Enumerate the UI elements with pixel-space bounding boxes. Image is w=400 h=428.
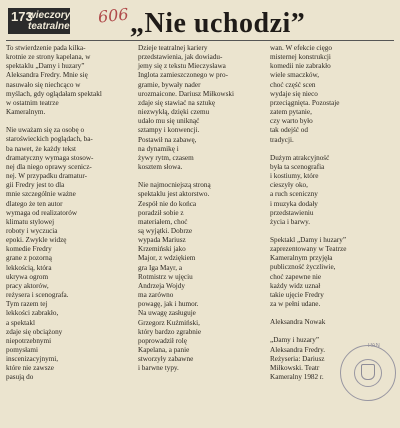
text-line: To stwierdzenie pada kilka-	[6, 44, 86, 52]
text-line	[138, 172, 264, 181]
text-line: lekkości zabrakło,	[6, 309, 59, 318]
text-line: niezwykłą, dzięki czemu	[138, 108, 210, 117]
text-line: dramatyczny wymaga stosow-	[6, 153, 94, 162]
text-column-3	[270, 44, 396, 382]
text-line: kosztem słowa.	[138, 163, 183, 172]
logo-line-2: teatralne	[28, 21, 70, 32]
text-column-2	[138, 44, 264, 373]
text-line: Kameralny 1982 r.	[270, 373, 324, 381]
text-line: epoki. Zwykle widzę	[6, 236, 67, 245]
text-line: mnie szczególnie ważne	[6, 190, 76, 199]
text-line: urozmaicone. Dariusz Miłkowski	[138, 89, 235, 98]
text-line: które nie zawsze	[6, 364, 54, 373]
text-line: gra Iga Mayr, a	[138, 263, 183, 272]
text-line: nej dla niego oprawy scenicz-	[6, 162, 92, 171]
text-line: spektaklu jest aktorstwo.	[138, 190, 210, 199]
text-line: udało mu się uniknąć	[138, 117, 200, 126]
header-divider	[6, 40, 394, 41]
text-line: w ostatnim teatrze	[6, 98, 59, 107]
text-line: i muzyka dodały	[270, 199, 318, 208]
text-line: gii Fredry jest to dla	[6, 181, 65, 190]
text-line: gramie, bywały nader	[138, 80, 201, 89]
text-line: Na uwagę zasługuje	[138, 309, 196, 318]
text-line: który bardzo zgrabnie	[138, 327, 202, 336]
text-line: czy warto było	[270, 117, 313, 126]
text-line: była ta scenografia	[270, 162, 325, 171]
text-column-1	[6, 44, 132, 383]
text-line	[6, 117, 132, 126]
text-line: wymaga od realizatorów	[6, 208, 78, 217]
text-line: staroświeckich poglądach, ba-	[6, 135, 93, 144]
section-logo	[8, 8, 70, 34]
text-line: Postawił na zabawę,	[138, 135, 197, 144]
library-stamp	[340, 345, 396, 401]
text-line: ma zarówno	[138, 291, 174, 300]
text-line	[270, 309, 396, 318]
text-line: zdaje się stawiać na sztukę	[138, 98, 216, 107]
text-line: za w pełni udane.	[270, 300, 321, 309]
text-line: żywy rytm, czasem	[138, 153, 194, 162]
logo-line-1: wieczory	[28, 10, 71, 21]
text-line: roboty i wyczucia	[6, 226, 58, 235]
text-line: Spektakl „Damy i huzary”	[270, 235, 347, 244]
text-line: a ruch sceniczny	[270, 190, 318, 199]
text-line: przeciągnięta. Pozostaje	[270, 98, 340, 107]
text-line: Tym razem tej	[6, 300, 48, 309]
text-line: „Damy i huzary”	[270, 336, 320, 345]
text-line: publiczność życzliwie,	[270, 263, 336, 272]
text-line: ukrywa ogrom	[6, 272, 49, 281]
text-line: Rotmistrz w ujęciu	[138, 272, 193, 281]
text-line: wypada Mariusz	[138, 236, 186, 245]
text-line: myślach, gdy oglądałam spektakl	[6, 89, 102, 98]
text-line: życia i barwy.	[270, 217, 311, 226]
text-line: poradził sobie z	[138, 208, 184, 217]
text-line: stworzyły zabawne	[138, 355, 194, 364]
text-line: przedstawieniu	[270, 208, 314, 217]
text-line	[270, 227, 396, 236]
text-line: Aleksandra Nowak	[270, 318, 326, 327]
text-line: Inglota zamieszczonego w pro-	[138, 71, 229, 80]
text-line: Major, z wdziękiem	[138, 254, 196, 263]
logo-number: 173	[11, 9, 33, 24]
text-line: spektaklu „Damy i huzary”	[6, 62, 85, 71]
text-line: przedstawienia, jak dowiadu-	[138, 53, 223, 62]
text-line: wan. W efekcie cięgo	[270, 44, 332, 52]
article-header	[6, 6, 396, 40]
text-line	[270, 145, 396, 154]
text-line: jemy się z tekstu Mieczysława	[138, 62, 226, 71]
text-line: klimatu stylowej	[6, 217, 55, 226]
text-line: pasują do	[6, 373, 34, 382]
text-line: choć zapewne nie	[270, 272, 322, 281]
text-line: komedie Fredry	[6, 245, 52, 254]
text-line: takie ujęcie Fredry	[270, 290, 324, 299]
text-line: reżysera i scenografa.	[6, 291, 69, 300]
text-line: komedii nie zabrakło	[270, 62, 331, 71]
article-title: „Nie uchodzi”	[130, 8, 306, 39]
text-line: Andrzeja Wojdy	[138, 281, 185, 290]
text-line: Krzemiński jako	[138, 245, 186, 254]
text-line: na dynamikę i	[138, 144, 179, 153]
text-line: każdy widz uznał	[270, 281, 321, 290]
text-line: zaprezentowany w Teatrze	[270, 245, 347, 254]
text-line: choć część scen	[270, 80, 316, 89]
text-line: Kapelana, a panie	[138, 346, 190, 354]
handwritten-number: 606	[97, 4, 130, 27]
text-line: wiele smaczków,	[270, 71, 320, 80]
stamp-text: PAN	[368, 343, 380, 349]
text-line: nasuwało się niechcąco w	[6, 80, 81, 89]
text-line: Kameralnym.	[6, 108, 46, 117]
text-line: są wyjątki. Dobrze	[138, 226, 193, 235]
text-line: Grzegorz Kuźmiński,	[138, 318, 200, 327]
text-line: zatem pytanie,	[270, 108, 312, 117]
text-line: pomysłami	[6, 346, 38, 354]
text-line: poprowadził rolę	[138, 336, 187, 345]
text-line: inscenizacyjnymi,	[6, 355, 59, 364]
text-line: Reżyseria: Dariusz	[270, 354, 325, 363]
text-line: Aleksandra Fredry.	[270, 345, 326, 354]
text-line: Aleksandra Fredry. Mnie się	[6, 71, 88, 80]
text-line: a spektakl	[6, 318, 35, 327]
text-line: misternej konstrukcji	[270, 53, 331, 62]
text-line: wydaje się nieco	[270, 89, 318, 98]
shield-icon	[361, 364, 375, 380]
text-line: lekkością, która	[6, 263, 52, 272]
text-line: Dzieje teatralnej kariery	[138, 44, 208, 52]
text-line: Nie najmocniejszą stroną	[138, 181, 211, 190]
text-line: Zespół nie do końca	[138, 199, 197, 208]
text-line: Miłkowski. Teatr	[270, 363, 320, 372]
text-line: krotnie ze strony kapelana, w	[6, 53, 91, 62]
text-line: Nie uważam się za osobę o	[6, 126, 85, 135]
text-line	[270, 327, 396, 336]
text-line: ba nawet, że każdy tekst	[6, 144, 77, 153]
text-line: Dużym atrakcyjność	[270, 153, 330, 162]
text-line: sztampy i konwencji.	[138, 126, 200, 135]
text-line: materiałem, choć	[138, 217, 188, 226]
text-line: nej. W przypadku dramatur-	[6, 172, 88, 181]
text-line: tradycji.	[270, 135, 294, 144]
text-line: Kameralnym przyjęła	[270, 254, 333, 263]
text-line: pracy aktorów,	[6, 281, 49, 290]
text-line: tak odejść od	[270, 126, 308, 135]
text-line: powagę, jak i humor.	[138, 300, 199, 309]
text-line: i barwne typy.	[138, 364, 179, 373]
text-line: cieszyły oko,	[270, 181, 308, 190]
text-line: niepotrzebnymi	[6, 336, 52, 345]
text-line: grane z pozorną	[6, 254, 52, 263]
text-line: zdaje się obciążony	[6, 327, 63, 336]
text-line: dlatego że ten autor	[6, 199, 63, 208]
text-line: i kostiumy, które	[270, 172, 319, 181]
